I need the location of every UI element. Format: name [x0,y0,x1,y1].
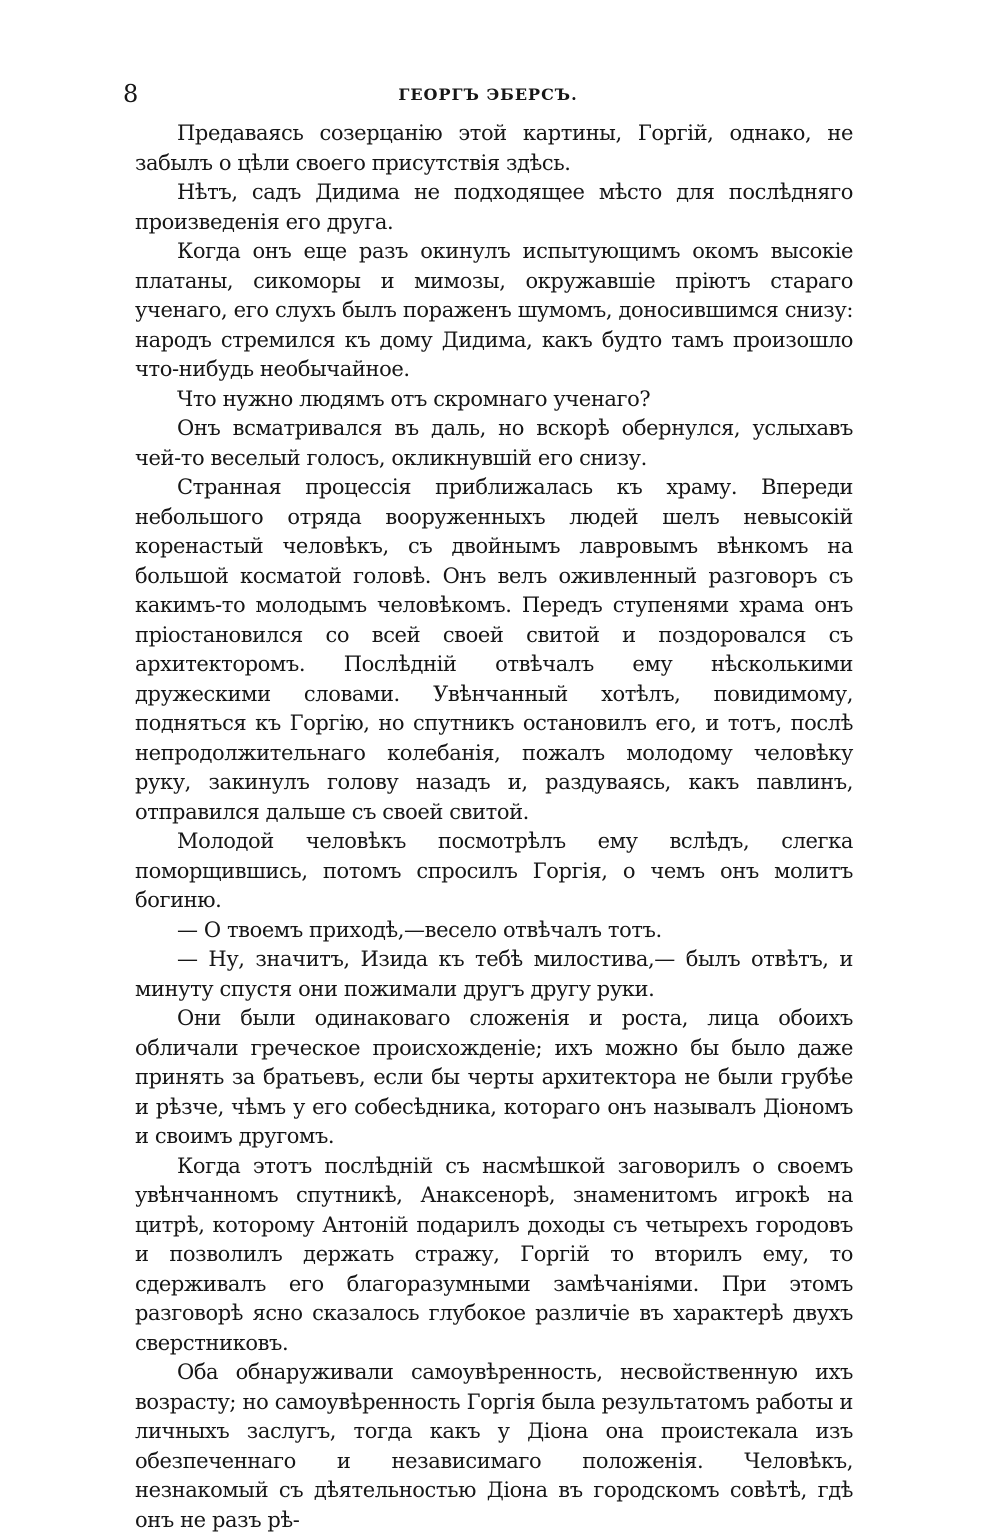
paragraph: Когда этотъ послѣдній съ насмѣшкой заговорилъ о своемъ увѣнчанномъ спутникѣ, Анаксенорѣ, знаменитомъ игрокѣ на цитрѣ, которому Антоній подарилъ доходы съ четырехъ городовъ и позволилъ держать стражу, Горгій то вторилъ ему, то сдерживалъ его благоразумными замѣчаніями. При этомъ разговорѣ ясно сказалось глубокое различіе въ характерѣ двухъ сверстниковъ. [135,1153,853,1355]
text-block [135,119,853,1535]
paragraph: Нѣтъ, садъ Дидима не подходящее мѣсто для послѣдняго произведенія его друга. [135,180,853,234]
paragraph: Молодой человѣкъ посмотрѣлъ ему вслѣдъ, слегка поморщившись, потомъ спросилъ Горгія, о чемъ онъ молитъ богиню. [135,829,853,912]
paragraph: Что нужно людямъ отъ скромнаго ученаго? [177,386,651,411]
paragraph: Когда онъ еще разъ окинулъ испытующимъ окомъ высокіе платаны, сикоморы и мимозы, окружавшіе пріютъ стараго ученаго, его слухъ былъ пораженъ шумомъ, доносившимся снизу: народъ стремился къ дому Дидима, какъ будто тамъ произошло что-нибудь необычайное. [135,239,853,381]
page-header [123,80,853,116]
paragraph: Странная процессія приближалась къ храму. Впереди небольшого отряда вооруженныхъ людей шелъ невысокій коренастый человѣкъ, съ двойнымъ лавровымъ вѣнкомъ на большой косматой головѣ. Онъ велъ оживленный разговоръ съ какимъ-то молодымъ человѣкомъ. Передъ ступенями храма онъ пріостановился со всей своей свитой и поздоровался съ архитекторомъ. Послѣдній отвѣчалъ ему нѣсколькими дружескими словами. Увѣнчанный хотѣлъ, повидимому, подняться къ Горгію, но спутникъ остановилъ его, и тотъ, послѣ непродолжительнаго колебанія, пожалъ молодому человѣку руку, закинулъ голову назадъ и, раздуваясь, какъ павлинъ, отправился дальше съ своей свитой. [135,475,853,824]
paragraph: — О твоемъ приходѣ,—весело отвѣчалъ тотъ. [177,917,662,942]
paragraph: Предаваясь созерцанію этой картины, Горгій, однако, не забылъ о цѣли своего присутствія здѣсь. [135,121,853,175]
paragraph: Оба обнаруживали самоувѣренность, несвойственную ихъ возрасту; но самоувѣренность Горгія была результатомъ работы и личныхъ заслугъ, тогда какъ у Діона она проистекала изъ обезпеченнаго и независимаго положенія. Человѣкъ, незнакомый съ дѣятельностью Діона въ городскомъ совѣтѣ, гдѣ онъ не разъ рѣ- [135,1360,853,1532]
paragraph: Они были одинаковаго сложенія и роста, лица обоихъ обличали греческое происхожденіе; ихъ можно бы было даже принять за братьевъ, если бы черты архитектора не были грубѣе и рѣзче, чѣмъ у его собесѣдника, котораго онъ называлъ Діономъ и своимъ другомъ. [135,1006,853,1148]
paragraph: Онъ всматривался въ даль, но вскорѣ обернулся, услыхавъ чей-то веселый голосъ, окликнувшій его снизу. [135,416,853,470]
paragraph: — Ну, значитъ, Изида къ тебѣ милостива,— былъ отвѣтъ, и минуту спустя они пожимали другъ другу руки. [135,947,853,1001]
running-title: ГЕОРГЪ ЭБЕРСЪ. [398,85,578,104]
page-number: 8 [123,80,139,108]
